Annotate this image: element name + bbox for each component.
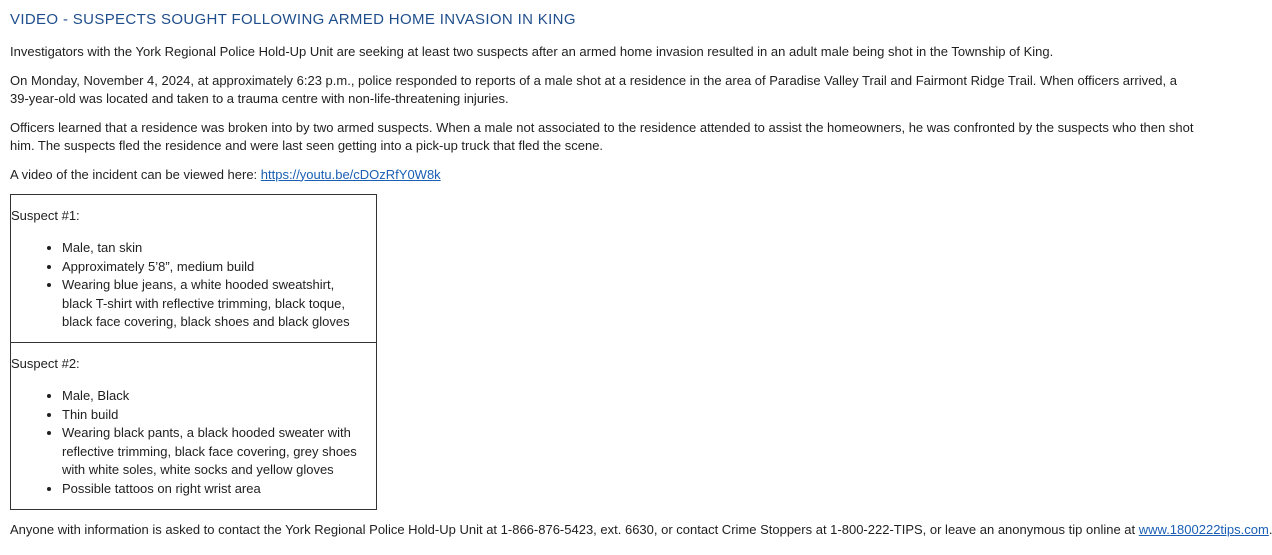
suspect-2-cell xyxy=(11,343,376,509)
video-prefix: A video of the incident can be viewed here: xyxy=(10,166,261,182)
article-paragraph-1: Investigators with the York Regional Police Hold-Up Unit are seeking at least two suspects after an armed home invasion resulted in an adult male being shot in the Township of King. xyxy=(10,44,1054,59)
contact-text: Anyone with information is asked to contact the York Regional Police Hold-Up Unit at 1-866-876-5423, ext. 6630, or contact Crime Stoppers at 1-800-222-TIPS, or leave an anonymous tip online at xyxy=(10,522,1139,537)
list-item: • Wearing blue jeans, a white hooded sweatshirt, black T-shirt with reflective trimming, black toque, black face covering, black shoes and black gloves xyxy=(62,276,368,332)
suspect-table xyxy=(10,194,377,510)
list-item: • Male, Black xyxy=(62,387,368,406)
list-item: • Approximately 5’8”, medium build xyxy=(62,258,368,277)
article-paragraph-3: Officers learned that a residence was broken into by two armed suspects. When a male not associated to the residence attended to assist the homeowners, he was confronted by the suspects who then shot him. The suspects fled the residence and were last seen getting into a pick-up truck that fled the scene. xyxy=(10,119,1194,153)
video-paragraph xyxy=(10,166,1196,185)
suspect-1-list xyxy=(11,239,376,332)
contact-paragraph xyxy=(10,521,1269,540)
article-paragraph-2: On Monday, November 4, 2024, at approximately 6:23 p.m., police responded to reports of a male shot at a residence in the area of Paradise Valley Trail and Fairmont Ridge Trail. When officers arrived, a 39-year-old was located and taken to a trauma centre with non-life-threatening injuries. xyxy=(10,72,1177,106)
suspect-2-list xyxy=(11,387,376,498)
video-link[interactable]: https://youtu.be/cDOzRfY0W8k xyxy=(260,166,441,182)
list-item: • Possible tattoos on right wrist area xyxy=(62,480,368,499)
suspect-2-heading: Suspect #2: xyxy=(11,356,80,371)
suspect-1-cell xyxy=(11,195,376,343)
article-title: VIDEO - SUSPECTS SOUGHT FOLLOWING ARMED HOME INVASION IN KING xyxy=(10,11,576,28)
news-article xyxy=(10,10,1269,550)
list-item: • Male, tan skin xyxy=(62,239,368,258)
suspect-1-heading: Suspect #1: xyxy=(11,208,80,223)
tips-link[interactable]: www.1800222tips.com xyxy=(1138,522,1269,537)
list-item: • Thin build xyxy=(62,406,368,425)
list-item: • Wearing black pants, a black hooded sweater with reflective trimming, black face covering, grey shoes with white soles, white socks and yellow gloves xyxy=(62,424,368,480)
